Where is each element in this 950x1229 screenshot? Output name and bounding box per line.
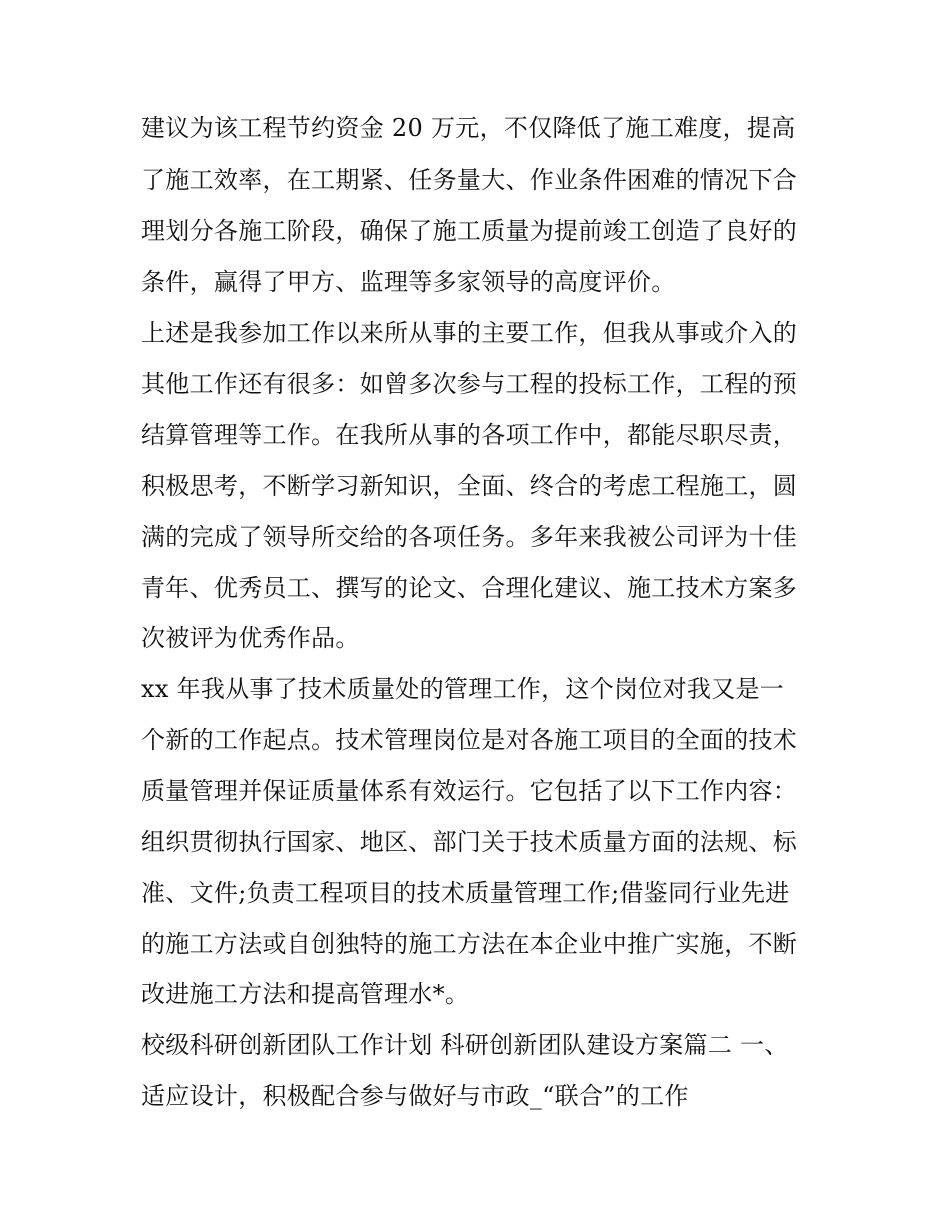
text-line: 个新的工作起点。技术管理岗位是对各施工项目的全面的技术 [141,726,798,754]
text-line: 结算管理等工作。在我所从事的各项工作中，都能尽职尽责， [141,421,798,449]
text-line: 上述是我参加工作以来所从事的主要工作，但我从事或介入的 [141,319,798,347]
text-line: 积极思考，不断学习新知识，全面、终合的考虑工程施工，圆 [141,472,798,500]
text-line: 次被评为优秀作品。 [141,624,360,652]
text-line: 质量管理并保证质量体系有效运行。它包括了以下工作内容： [141,777,798,805]
text-line: 条件，赢得了甲方、监理等多家领导的高度评价。 [141,268,676,296]
text-line: 青年、优秀员工、撰写的论文、合理化建议、施工技术方案多 [141,574,798,602]
text-line: 了施工效率，在工期紧、任务量大、作业条件困难的情况下合 [141,166,798,194]
text-line: 准、文件;负责工程项目的技术质量管理工作;借鉴同行业先进 [141,879,790,907]
text-line: 理划分各施工阶段，确保了施工质量为提前竣工创造了良好的 [141,217,798,245]
text-line: 满的完成了领导所交给的各项任务。多年来我被公司评为十佳 [141,523,798,551]
text-line: 改进施工方法和提高管理水*。 [141,980,470,1008]
text-line: 校级科研创新团队工作计划 科研创新团队建设方案篇二 一、 [141,1031,789,1059]
text-line: xx 年我从事了技术质量处的管理工作，这个岗位对我又是一 [141,675,785,703]
text-line: 其他工作还有很多：如曾多次参与工程的投标工作，工程的预 [141,370,798,398]
text-line: 适应设计，积极配合参与做好与市政_“联合”的工作 [141,1082,689,1110]
text-line: 建议为该工程节约资金 20 万元，不仅降低了施工难度，提高 [141,114,796,142]
text-line: 的施工方法或自创独特的施工方法在本企业中推广实施，不断 [141,930,798,958]
text-line: 组织贯彻执行国家、地区、部门关于技术质量方面的法规、标 [141,828,798,856]
